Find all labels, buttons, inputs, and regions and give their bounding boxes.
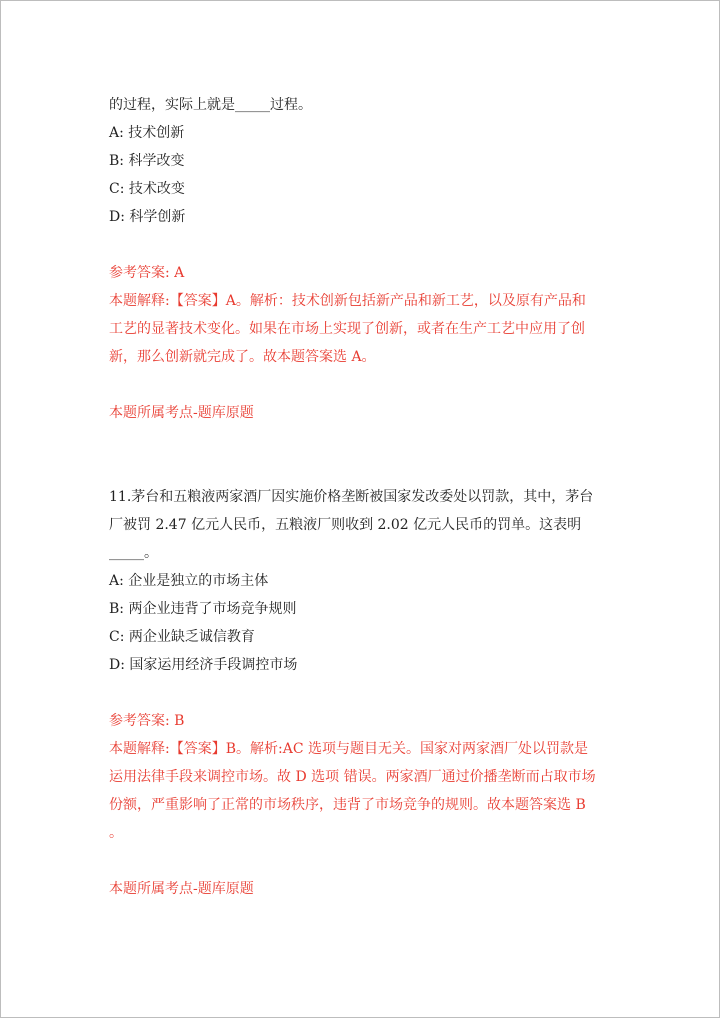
explanation-line: 工艺的显著技术变化。如果在市场上实现了创新，或者在生产工艺中应用了创 [109,321,585,337]
option-b: B: 科学改变 [109,153,185,169]
option-d: D: 科学创新 [109,209,186,225]
source-note: 本题所属考点-题库原题 [109,881,254,897]
source-note: 本题所属考点-题库原题 [109,405,254,421]
explanation-line: 新，那么创新就完成了。故本题答案选 A。 [109,349,376,365]
question-stem: 11.茅台和五粮液两家酒厂因实施价格垄断被国家发改委处以罚款，其中，茅台 [109,489,594,505]
option-d: D: 国家运用经济手段调控市场 [109,657,298,673]
explanation-line: 。 [109,825,123,841]
page-content [109,91,619,903]
explanation-line: 本题解释:【答案】A。解析：技术创新包括新产品和新工艺，以及原有产品和 [109,293,586,309]
question-stem: 厂被罚 2.47 亿元人民币，五粮液厂则收到 2.02 亿元人民币的罚单。这表明 [109,517,582,533]
explanation-line: 运用法律手段来调控市场。故 D 选项 错误。两家酒厂通过价播垄断而占取市场 [109,769,596,785]
reference-answer: 参考答案: B [109,713,185,729]
option-b: B: 两企业违背了市场竞争规则 [109,601,297,617]
explanation-line: 本题解释:【答案】B。解析:AC 选项与题目无关。国家对两家酒厂处以罚款是 [109,741,588,757]
explanation-line: 份额，严重影响了正常的市场秩序，违背了市场竞争的规则。故本题答案选 B [109,797,586,813]
option-c: C: 技术改变 [109,181,185,197]
option-c: C: 两企业缺乏诚信教育 [109,629,255,645]
question-stem: 的过程，实际上就是_____过程。 [109,97,312,113]
reference-answer: 参考答案: A [109,265,185,281]
option-a: A: 企业是独立的市场主体 [109,573,269,589]
option-a: A: 技术创新 [109,125,185,141]
question-stem: _____。 [109,545,158,561]
